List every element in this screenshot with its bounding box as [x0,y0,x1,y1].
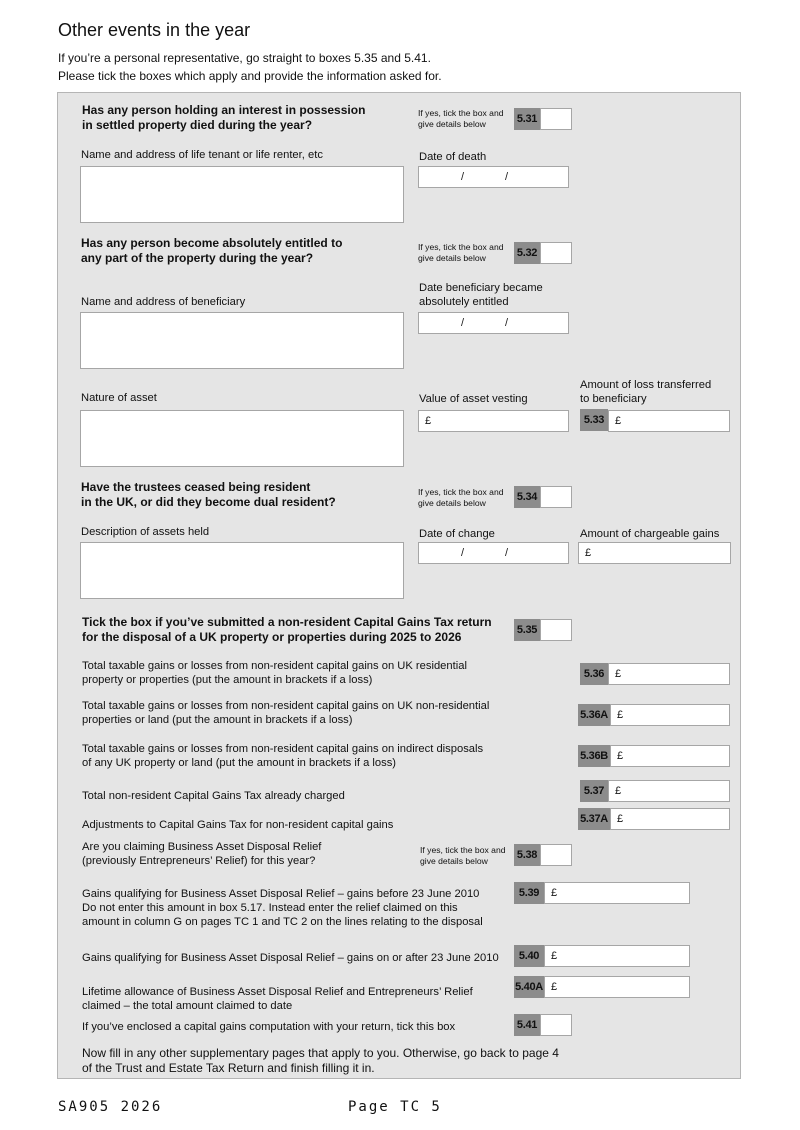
if-yes-hint-5-34: If yes, tick the box and give details below [418,487,504,508]
input-5-37a[interactable]: £ [610,808,730,830]
value-asset-vesting-input[interactable]: £ [418,410,569,432]
input-5-36a[interactable]: £ [610,704,730,726]
input-5-36[interactable]: £ [608,663,730,685]
box-number-5-37a: 5.37A [578,808,610,830]
form-reference: SA905 2026 [58,1099,163,1115]
life-tenant-name-address-input[interactable] [80,166,404,223]
box-number-5-34: 5.34 [514,486,540,508]
input-5-36b[interactable]: £ [610,745,730,767]
tick-box-5-31[interactable] [540,108,572,130]
row-5-37a-label: Adjustments to Capital Gains Tax for non-resident capital gains [82,819,394,831]
closing-instructions: Now fill in any other supplementary pages that apply to you. Otherwise, go back to page 4 of the Trust and Estate Tax Return and finish filling it in. [82,1046,559,1075]
row-5-40-label: Gains qualifying for Business Asset Disposal Relief – gains on or after 23 June 2010 [82,952,499,964]
nature-of-asset-input[interactable] [80,410,404,467]
box-number-5-40: 5.40 [514,945,544,967]
description-assets-input[interactable] [80,542,404,599]
box-number-5-35: 5.35 [514,619,540,641]
page-title: Other events in the year [58,20,251,40]
question-5-34: Have the trustees ceased being resident in the UK, or did they become dual resident? [81,480,336,509]
page-number: Page TC 5 [348,1099,442,1115]
tick-box-5-32[interactable] [540,242,572,264]
row-5-39-label: Gains qualifying for Business Asset Disposal Relief – gains before 23 June 2010 Do not enter this amount in box 5.17. Instead enter the relief claimed on this amount in column G on pages TC 1 and TC 2 on the lines relating to the disposal [82,888,483,928]
question-5-35: Tick the box if you’ve submitted a non-resident Capital Gains Tax return for the disposal of a UK property or properties during 2025 to 2026 [82,615,492,644]
intro-line-1: If you’re a personal representative, go straight to boxes 5.35 and 5.41. [58,51,431,65]
life-tenant-label: Name and address of life tenant or life renter, etc [81,149,323,161]
question-5-32: Has any person become absolutely entitled to any part of the property during the year? [81,236,343,265]
input-5-39[interactable]: £ [544,882,690,904]
box-number-5-37: 5.37 [580,780,608,802]
row-5-41-label: If you’ve enclosed a capital gains computation with your return, tick this box [82,1021,456,1033]
box-number-5-38: 5.38 [514,844,540,866]
date-of-change-input[interactable]: / / [418,542,569,564]
box-number-5-31: 5.31 [514,108,540,130]
box-number-5-36: 5.36 [580,663,608,685]
box-number-5-36a: 5.36A [578,704,610,726]
question-5-31: Has any person holding an interest in possession in settled property died during the year? [82,103,366,132]
box-number-5-41: 5.41 [514,1014,540,1036]
row-5-36a-label: Total taxable gains or losses from non-resident capital gains on UK non-residential properties or land (put the amount in brackets if a loss) [82,700,490,726]
box-number-5-32: 5.32 [514,242,540,264]
tick-box-5-35[interactable] [540,619,572,641]
box-number-5-39: 5.39 [514,882,544,904]
beneficiary-name-address-input[interactable] [80,312,404,369]
tick-box-5-34[interactable] [540,486,572,508]
description-assets-label: Description of assets held [81,526,210,538]
intro-line-2: Please tick the boxes which apply and provide the information asked for. [58,69,442,83]
row-5-40a-label: Lifetime allowance of Business Asset Disposal Relief and Entrepreneurs’ Relief claimed – the total amount claimed to date [82,986,473,1012]
value-asset-vesting-label: Value of asset vesting [419,393,528,405]
input-5-37[interactable]: £ [608,780,730,802]
chargeable-gains-label: Amount of chargeable gains [580,528,720,540]
if-yes-hint-5-38: If yes, tick the box and give details below [420,845,506,866]
chargeable-gains-input[interactable]: £ [578,542,731,564]
date-absolutely-entitled-input[interactable]: / / [418,312,569,334]
box-number-5-36b: 5.36B [578,745,610,767]
tick-box-5-38[interactable] [540,844,572,866]
beneficiary-label: Name and address of beneficiary [81,296,246,308]
box-number-5-33: 5.33 [580,409,608,431]
date-of-death-label: Date of death [419,151,487,163]
question-5-38: Are you claiming Business Asset Disposal Relief (previously Entrepreneurs’ Relief) for this year? [82,841,322,867]
if-yes-hint-5-31: If yes, tick the box and give details below [418,108,504,129]
tick-box-5-41[interactable] [540,1014,572,1036]
date-of-change-label: Date of change [419,528,495,540]
row-5-36-label: Total taxable gains or losses from non-resident capital gains on UK residential property or properties (put the amount in brackets if a loss) [82,660,467,686]
row-5-36b-label: Total taxable gains or losses from non-resident capital gains on indirect disposals of any UK property or land (put the amount in brackets if a loss) [82,743,484,769]
if-yes-hint-5-32: If yes, tick the box and give details below [418,242,504,263]
loss-transferred-input[interactable]: £ [608,410,730,432]
row-5-37-label: Total non-resident Capital Gains Tax already charged [82,790,345,802]
nature-of-asset-label: Nature of asset [81,392,157,404]
date-absolutely-entitled-label: Date beneficiary became absolutely entitled [419,282,543,308]
date-of-death-input[interactable]: / / [418,166,569,188]
input-5-40a[interactable]: £ [544,976,690,998]
loss-transferred-label: Amount of loss transferred to beneficiary [580,379,712,405]
input-5-40[interactable]: £ [544,945,690,967]
box-number-5-40a: 5.40A [514,976,544,998]
